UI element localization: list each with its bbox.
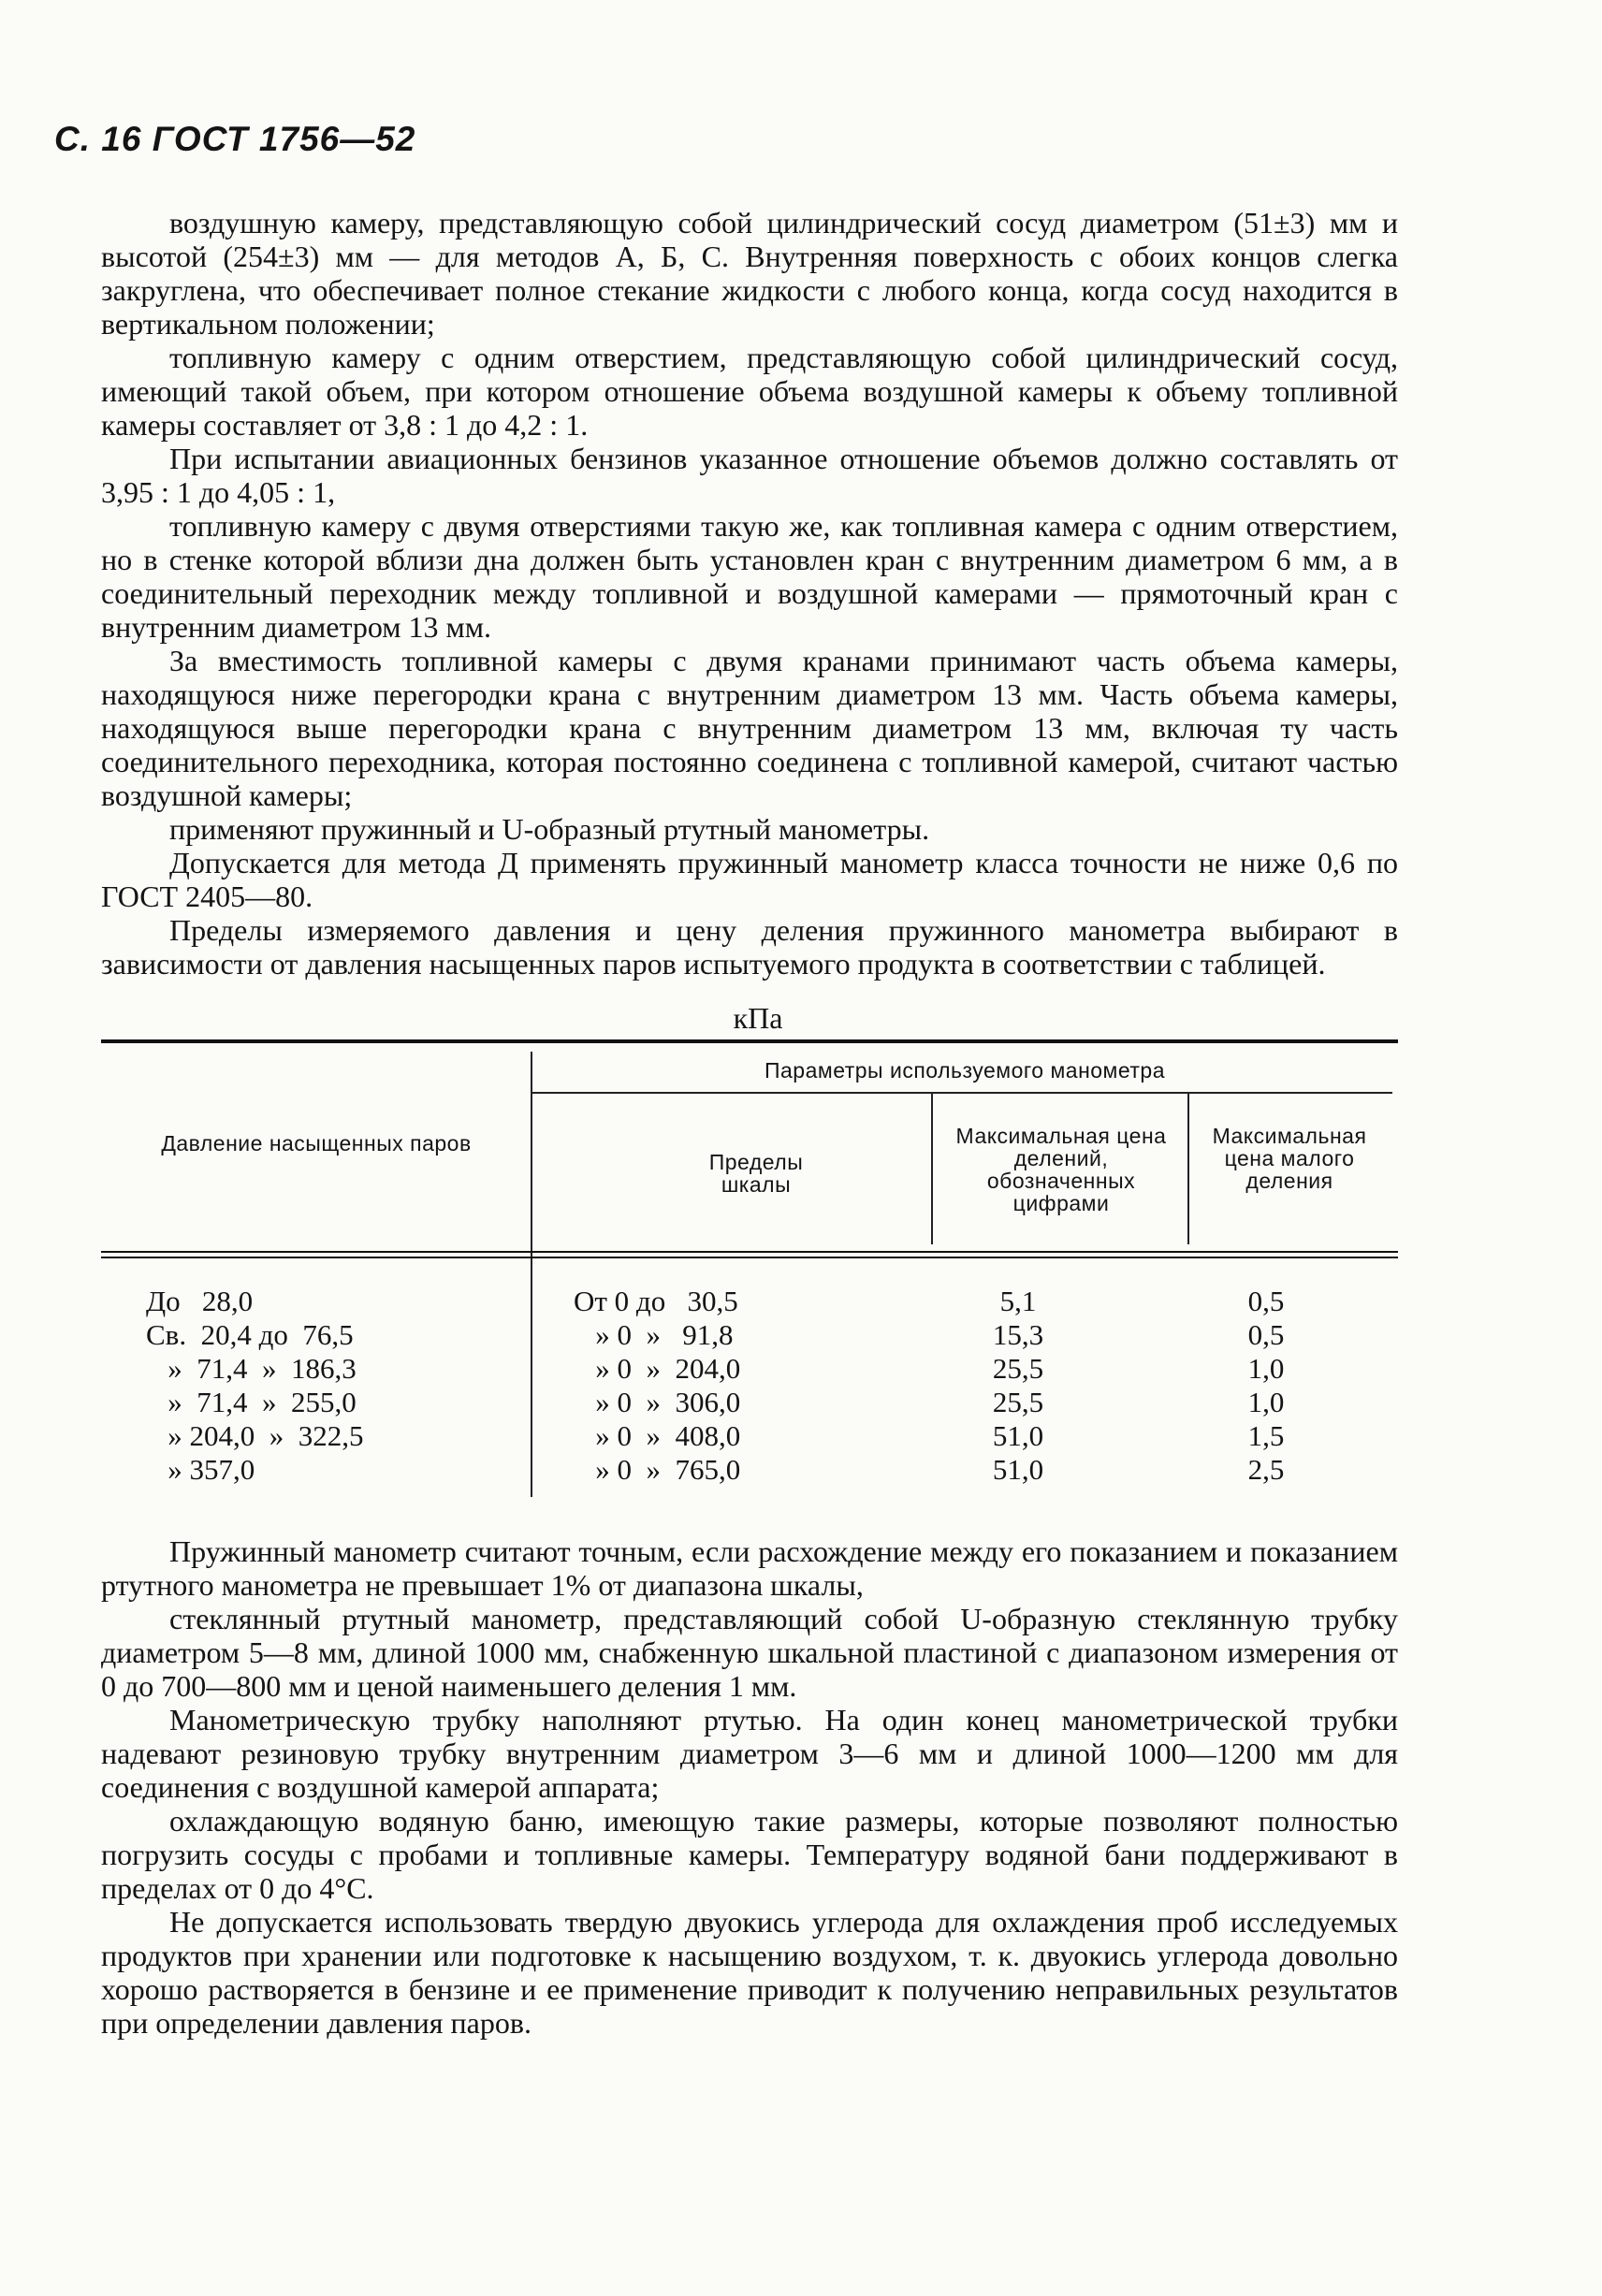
table-row: [101, 1318, 1398, 1352]
paragraph: Манометрическую трубку наполняют ртутью. На один конец манометрической трубки надевают резиновую трубку внутренним диаметром 3—6 мм и длиной 1000—1200 мм для соединения с воздушной камерой аппарата;: [101, 1703, 1398, 1804]
paragraph: топливную камеру с одним отверстием, представляющую собой цилиндрический сосуд, имеющий такой объем, при котором отношение объема воздушной камеры к объему топливной камеры составляет от 3,8 : 1 до 4,2 : 1.: [101, 341, 1398, 442]
cell-pressure: » 71,4 » 186,3: [146, 1352, 357, 1385]
cell-pressure: » 71,4 » 255,0: [146, 1386, 357, 1418]
paragraph: топливную камеру с двумя отверстиями такую же, как топливная камера с одним отверстием, но в стенке которой вблизи дна должен быть установлен кран с внутренним диаметром 6 мм, а в соединительный переходник между топливной и воздушной камерами — прямоточный кран с внутренним диаметром 13 мм.: [101, 509, 1398, 644]
cell-max-division: 51,0: [992, 1453, 1044, 1486]
cell-max-division: 25,5: [992, 1386, 1044, 1418]
cell-pressure: Св. 20,4 до 76,5: [146, 1318, 354, 1351]
cell-range: » 0 » 91,8: [574, 1318, 734, 1351]
table-row: [101, 1453, 1398, 1487]
cell-min-division: 1,5: [1247, 1419, 1285, 1452]
paragraph: воздушную камеру, представляющую собой цилиндрический сосуд диаметром (51±3) мм и высотой (254±3) мм — для методов А, Б, С. Внутренняя поверхность с обоих концов слегка закруглена, что обеспечивает полное стекание жидкости с любого конца, когда сосуд находится в вертикальном положении;: [101, 206, 1398, 341]
paragraph: Допускается для метода Д применять пружинный манометр класса точности не ниже 0,6 по ГОСТ 2405—80.: [101, 846, 1398, 913]
header-group: Параметры используемого манометра: [764, 1058, 1166, 1083]
page-header: С. 16 ГОСТ 1756—52: [54, 120, 416, 158]
paragraph: применяют пружинный и U-образный ртутный манометры.: [169, 812, 930, 846]
cell-range: » 0 » 408,0: [574, 1419, 741, 1452]
header-max-division: Максимальная цена делений, обозначенных цифрами: [955, 1124, 1167, 1215]
cell-pressure: » 357,0: [146, 1453, 255, 1486]
cell-pressure: » 204,0 » 322,5: [146, 1419, 364, 1452]
table-row: [101, 1386, 1398, 1419]
text-block-bottom: [101, 1534, 1398, 2040]
paragraph: За вместимость топливной камеры с двумя кранами принимают часть объема камеры, находящуюся ниже перегородки крана с внутренним диаметром 13 мм. Часть объема камеры, находящуюся выше перегородки крана с внутренним диаметром 13 мм, включая ту часть соединительного переходника, которая постоянно соединена с топливной камерой, считают частью воздушной камеры;: [101, 644, 1398, 812]
cell-min-division: 1,0: [1247, 1386, 1285, 1418]
header-scale-limits: Пределы шкалы: [708, 1150, 804, 1197]
header-min-division: Максимальная цена малого деления: [1212, 1124, 1367, 1193]
cell-range: От 0 до 30,5: [574, 1285, 738, 1317]
cell-max-division: 25,5: [992, 1352, 1044, 1385]
header-pressure: Давление насыщенных паров: [161, 1131, 472, 1155]
paragraph: Не допускается использовать твердую двуокись углерода для охлаждения проб исследуемых продуктов при хранении или подготовке к насыщению воздухом, т. к. двуокись углерода довольно хорошо растворяется в бензине и ее применение приводит к получению неправильных результатов при определении давления паров.: [101, 1905, 1398, 2040]
text-block-top: [101, 206, 1398, 981]
cell-min-division: 0,5: [1247, 1318, 1285, 1351]
table-row: [101, 1419, 1398, 1453]
cell-pressure: До 28,0: [146, 1285, 254, 1317]
paragraph: При испытании авиационных бензинов указанное отношение объемов должно составлять от 3,95 : 1 до 4,05 : 1,: [101, 442, 1398, 509]
table-unit-label: кПа: [733, 1001, 783, 1035]
cell-max-division: 51,0: [992, 1419, 1044, 1452]
cell-range: » 0 » 204,0: [574, 1352, 741, 1385]
cell-min-division: 1,0: [1247, 1352, 1285, 1385]
paragraph: Пружинный манометр считают точным, если расхождение между его показанием и показанием ртутного манометра не превышает 1% от диапазона шкалы,: [101, 1534, 1398, 1602]
cell-min-division: 2,5: [1247, 1453, 1285, 1486]
paragraph: охлаждающую водяную баню, имеющую такие размеры, которые позволяют полностью погрузить сосуды с пробами и топливные камеры. Температуру водяной бани поддерживают в пределах от 0 до 4°С.: [101, 1804, 1398, 1905]
paragraph: стеклянный ртутный манометр, представляющий собой U-образную стеклянную трубку диаметром 5—8 мм, длиной 1000 мм, снабженную шкальной пластиной с диапазоном измерения от 0 до 700—800 мм и ценой наименьшего деления 1 мм.: [101, 1602, 1398, 1703]
cell-range: » 0 » 306,0: [574, 1386, 741, 1418]
paragraph: Пределы измеряемого давления и цену деления пружинного манометра выбирают в зависимости от давления насыщенных паров испытуемого продукта в соответствии с таблицей.: [101, 913, 1398, 981]
table-row: [101, 1352, 1398, 1386]
cell-max-division: 15,3: [992, 1318, 1044, 1351]
cell-min-division: 0,5: [1247, 1285, 1285, 1317]
cell-max-division: 5,1: [999, 1285, 1037, 1317]
cell-range: » 0 » 765,0: [574, 1453, 741, 1486]
table-row: [101, 1285, 1398, 1318]
